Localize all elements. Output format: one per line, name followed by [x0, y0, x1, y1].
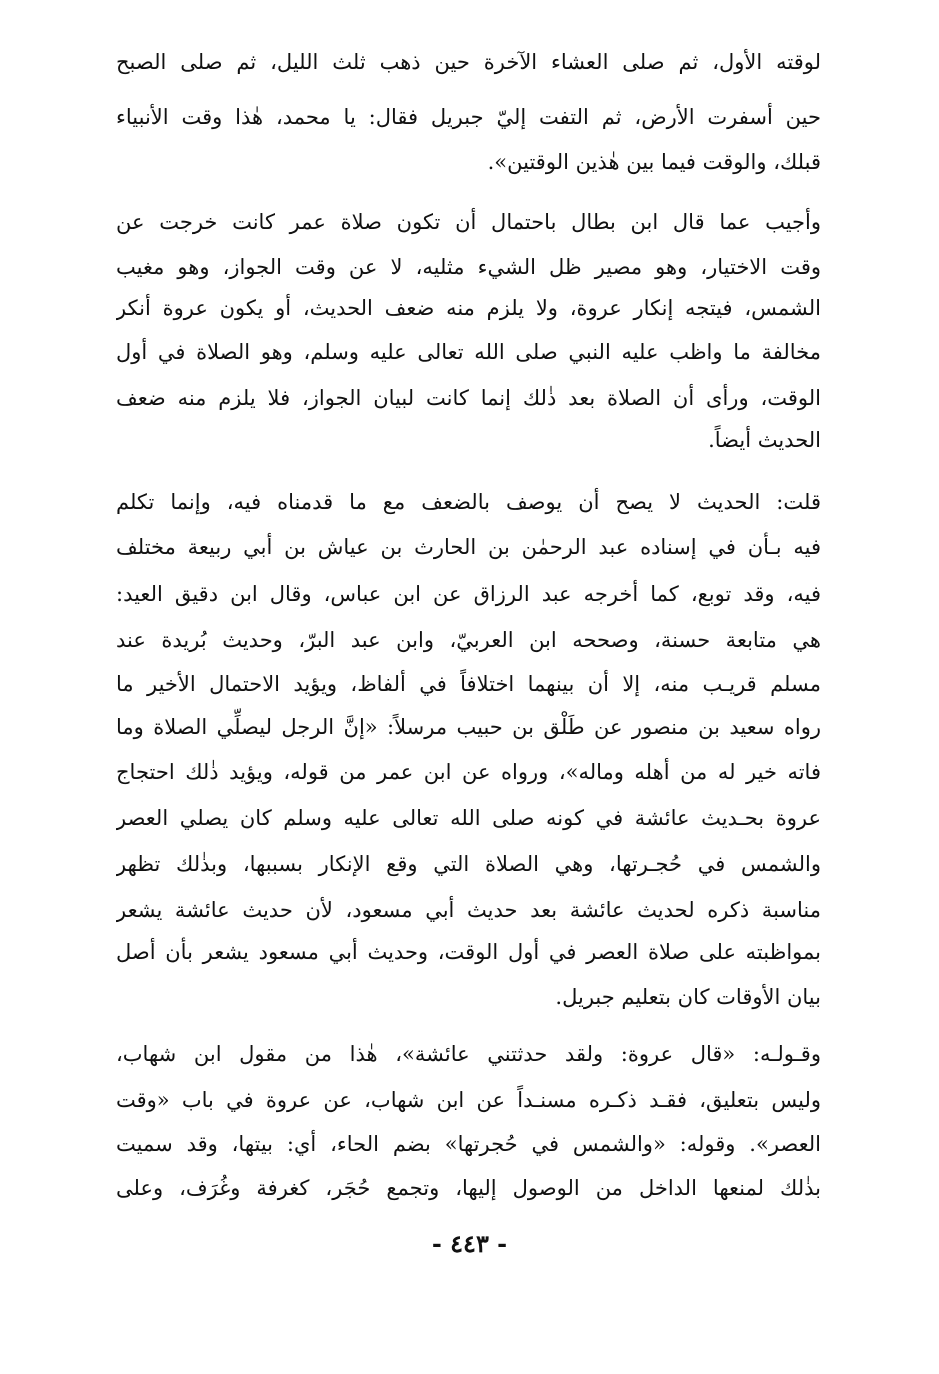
text-line: وقت الاختيار، وهو مصير ظل الشيء مثليه، لا عن وقت الجواز، وهو مغيب: [116, 255, 821, 279]
text-line: وأجيب عما قال ابن بطال باحتمال أن تكون صلاة عمر كانت خرجت عن: [116, 210, 821, 234]
text-line: بيان الأوقات كان بتعليم جبريل.: [555, 985, 821, 1009]
text-line: قلت: الحديث لا يصح أن يوصف بالضعف مع ما قدمناه فيه، وإنما تكلم: [116, 490, 821, 514]
text-line: قبلك، والوقت فيما بين هٰذين الوقتين».: [487, 150, 821, 174]
text-line: والشمس في حُجـرتها، وهي الصلاة التي وقع الإنكار بسببها، وبذٰلك تظهر: [116, 852, 821, 876]
page-number: - ٤٤٣ -: [431, 1229, 508, 1258]
text-line: عروة بحـديث عائشة في كونه صلى الله تعالى عليه وسلم كان يصلي العصر: [116, 806, 821, 830]
text-line: بذٰلك لمنعها الداخل من الوصول إليها، وتجمع حُجَر، كغرفة وغُرَف، وعلى: [116, 1176, 821, 1200]
text-line: الشمس، فيتجه إنكار عروة، ولا يلزم منه ضعف الحديث، أو يكون عروة أنكر: [116, 296, 821, 320]
text-line: العصر». وقوله: «والشمس في حُجرتها» بضم الحاء، أي: بيتها، وقد سميت: [116, 1132, 821, 1156]
text-line: مناسبة ذكره لحديث عائشة بعد حديث أبي مسعود، لأن حديث عائشة يشعر: [116, 898, 821, 922]
text-line: الوقت، ورأى أن الصلاة بعد ذٰلك إنما كانت لبيان الجواز، فلا يلزم منه ضعف: [116, 386, 821, 410]
text-line: مخالفة ما واظب عليه النبي صلى الله تعالى عليه وسلم، وهو الصلاة في أول: [116, 340, 821, 364]
text-line: فيه بـأن في إسناده عبد الرحمٰن بن الحارث بن عياش بن أبي ربيعة مختلف: [116, 535, 821, 559]
text-line: رواه سعيد بن منصور عن طَلْق بن حبيب مرسلاً: «إنَّ الرجل ليصلِّي الصلاة وما: [116, 715, 821, 739]
text-line: حين أسفرت الأرض، ثم التفت إليّ جبريل فقال: يا محمد، هٰذا وقت الأنبياء: [116, 105, 821, 129]
text-line: وقـولـه: «قال عروة: ولقد حدثتني عائشة»، هٰذا من مقول ابن شهاب،: [116, 1042, 821, 1066]
text-line: مسلم قريـب منه، إلا أن بينهما اختلافاً في ألفاظ، ويؤيد الاحتمال الأخير ما: [116, 672, 821, 696]
text-line: الحديث أيضاً.: [708, 428, 821, 452]
text-line: هي متابعة حسنة، وصححه ابن العربيّ، وابن عبد البرّ، وحديث بُريدة عند: [116, 628, 821, 652]
text-line: لوقته الأول، ثم صلى العشاء الآخرة حين ذهب ثلث الليل، ثم صلى الصبح: [116, 50, 821, 74]
text-line: وليس بتعليق، فقـد ذكـره مسنـداً عن ابن شهاب، عن عروة في باب «وقت: [116, 1088, 821, 1112]
text-line: فيه، وقد توبع، كما أخرجه عبد الرزاق عن ابن عباس، وقال ابن دقيق العيد:: [116, 582, 821, 606]
text-line: بمواظبته على صلاة العصر في أول الوقت، وحديث أبي مسعود يشعر بأن أصل: [116, 940, 821, 964]
text-line: فاته خير له من أهله وماله»، ورواه عن ابن عمر من قوله، ويؤيد ذٰلك احتجاج: [116, 760, 821, 784]
